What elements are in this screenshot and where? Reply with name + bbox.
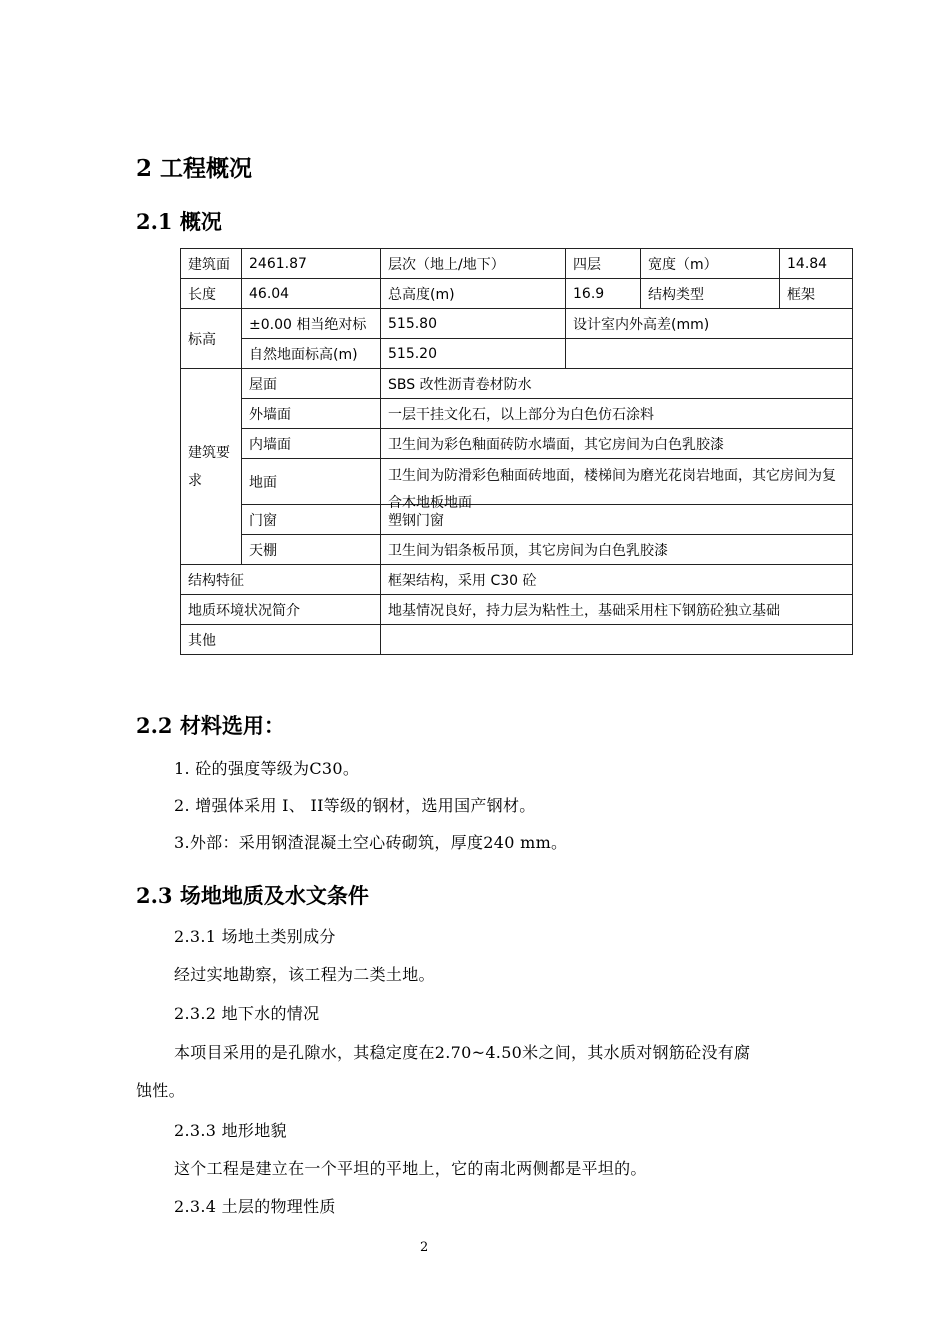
table-cell: 四层 [566,249,641,279]
table-cell: 外墙面 [242,399,381,429]
table-cell: SBS 改性沥青卷材防水 [381,369,853,399]
requirements-label: 建筑要求 [188,444,230,489]
project-overview-table [180,248,853,655]
table-cell: 框架 [780,279,853,309]
material-item: 2. 增强体采用 I、 II等级的钢材，选用国产钢材。 [174,796,536,815]
table-cell: 515.80 [381,309,566,339]
table-row [181,279,853,309]
table-cell: 16.9 [566,279,641,309]
table-cell: 地面 [242,459,381,505]
table-cell: ±0.00 相当绝对标 [242,309,381,339]
table-cell: 515.20 [381,339,566,369]
table-cell [181,369,242,565]
table-cell: 屋面 [242,369,381,399]
table-cell: 卫生间为铝条板吊顶，其它房间为白色乳胶漆 [381,535,853,565]
material-item: 3.外部：采用钢渣混凝土空心砖砌筑，厚度240 mm。 [174,833,568,852]
table-cell: 地基情况良好，持力层为粘性土，基础采用柱下钢筋砼独立基础 [381,595,853,625]
table-cell: 设计室内外高差(mm) [566,309,853,339]
table-row [181,399,853,429]
section-heading-2-3: 2.3 场地地质及水文条件 [136,883,369,908]
table-cell: 框架结构，采用 C30 砼 [381,565,853,595]
table-cell: 天棚 [242,535,381,565]
material-item: 1. 砼的强度等级为C30。 [174,759,360,778]
table-cell [381,459,853,511]
paragraph: 蚀性。 [136,1081,185,1100]
table-row [181,565,853,595]
paragraph: 这个工程是建立在一个平坦的平地上，它的南北两侧都是平坦的。 [174,1159,647,1178]
table-row [181,339,853,369]
table-row [181,309,853,339]
table-cell: 塑钢门窗 [381,505,853,535]
table-cell: 46.04 [242,279,381,309]
subsection-title: 2.3.1 场地土类别成分 [174,927,336,946]
paragraph: 本项目采用的是孔隙水，其稳定度在2.70~4.50米之间，其水质对钢筋砼没有腐 [174,1043,751,1062]
table-cell: 2461.87 [242,249,381,279]
subsection-title: 2.3.3 地形地貌 [174,1121,287,1140]
table-cell: 标高 [181,309,242,369]
table-cell: 地质环境状况简介 [181,595,381,625]
section-heading-2: 2 工程概况 [136,155,253,182]
table-cell: 总高度(m) [381,279,566,309]
table-cell: 结构特征 [181,565,381,595]
table-cell: 14.84 [780,249,853,279]
table-cell: 长度 [181,279,242,309]
table-cell: 其他 [181,625,381,655]
table-cell: 宽度（m） [641,249,780,279]
table-row [181,505,853,535]
section-heading-2-2: 2.2 材料选用： [136,713,285,738]
table-row [181,459,853,505]
section-heading-2-1: 2.1 概况 [136,209,222,234]
table-cell: 一层干挂文化石，以上部分为白色仿石涂料 [381,399,853,429]
table-row [181,595,853,625]
table-cell [566,339,853,369]
table-cell: 建筑面 [181,249,242,279]
table-row [181,249,853,279]
page-number: 2 [420,1240,429,1255]
table-row [181,625,853,655]
table-row [181,369,853,399]
subsection-title: 2.3.4 土层的物理性质 [174,1197,336,1216]
table-cell: 门窗 [242,505,381,535]
table-cell: 结构类型 [641,279,780,309]
table-cell: 层次（地上/地下） [381,249,566,279]
table-row [181,429,853,459]
paragraph: 经过实地勘察，该工程为二类土地。 [174,965,435,984]
table-row [181,535,853,565]
table-cell: 自然地面标高(m) [242,339,381,369]
floor-description: 卫生间为防滑彩色釉面砖地面，楼梯间为磨光花岗岩地面，其它房间为复合木地板地面 [388,468,836,511]
subsection-title: 2.3.2 地下水的情况 [174,1004,320,1023]
table-cell: 内墙面 [242,429,381,459]
table-cell [381,625,853,655]
table-cell: 卫生间为彩色釉面砖防水墙面，其它房间为白色乳胶漆 [381,429,853,459]
